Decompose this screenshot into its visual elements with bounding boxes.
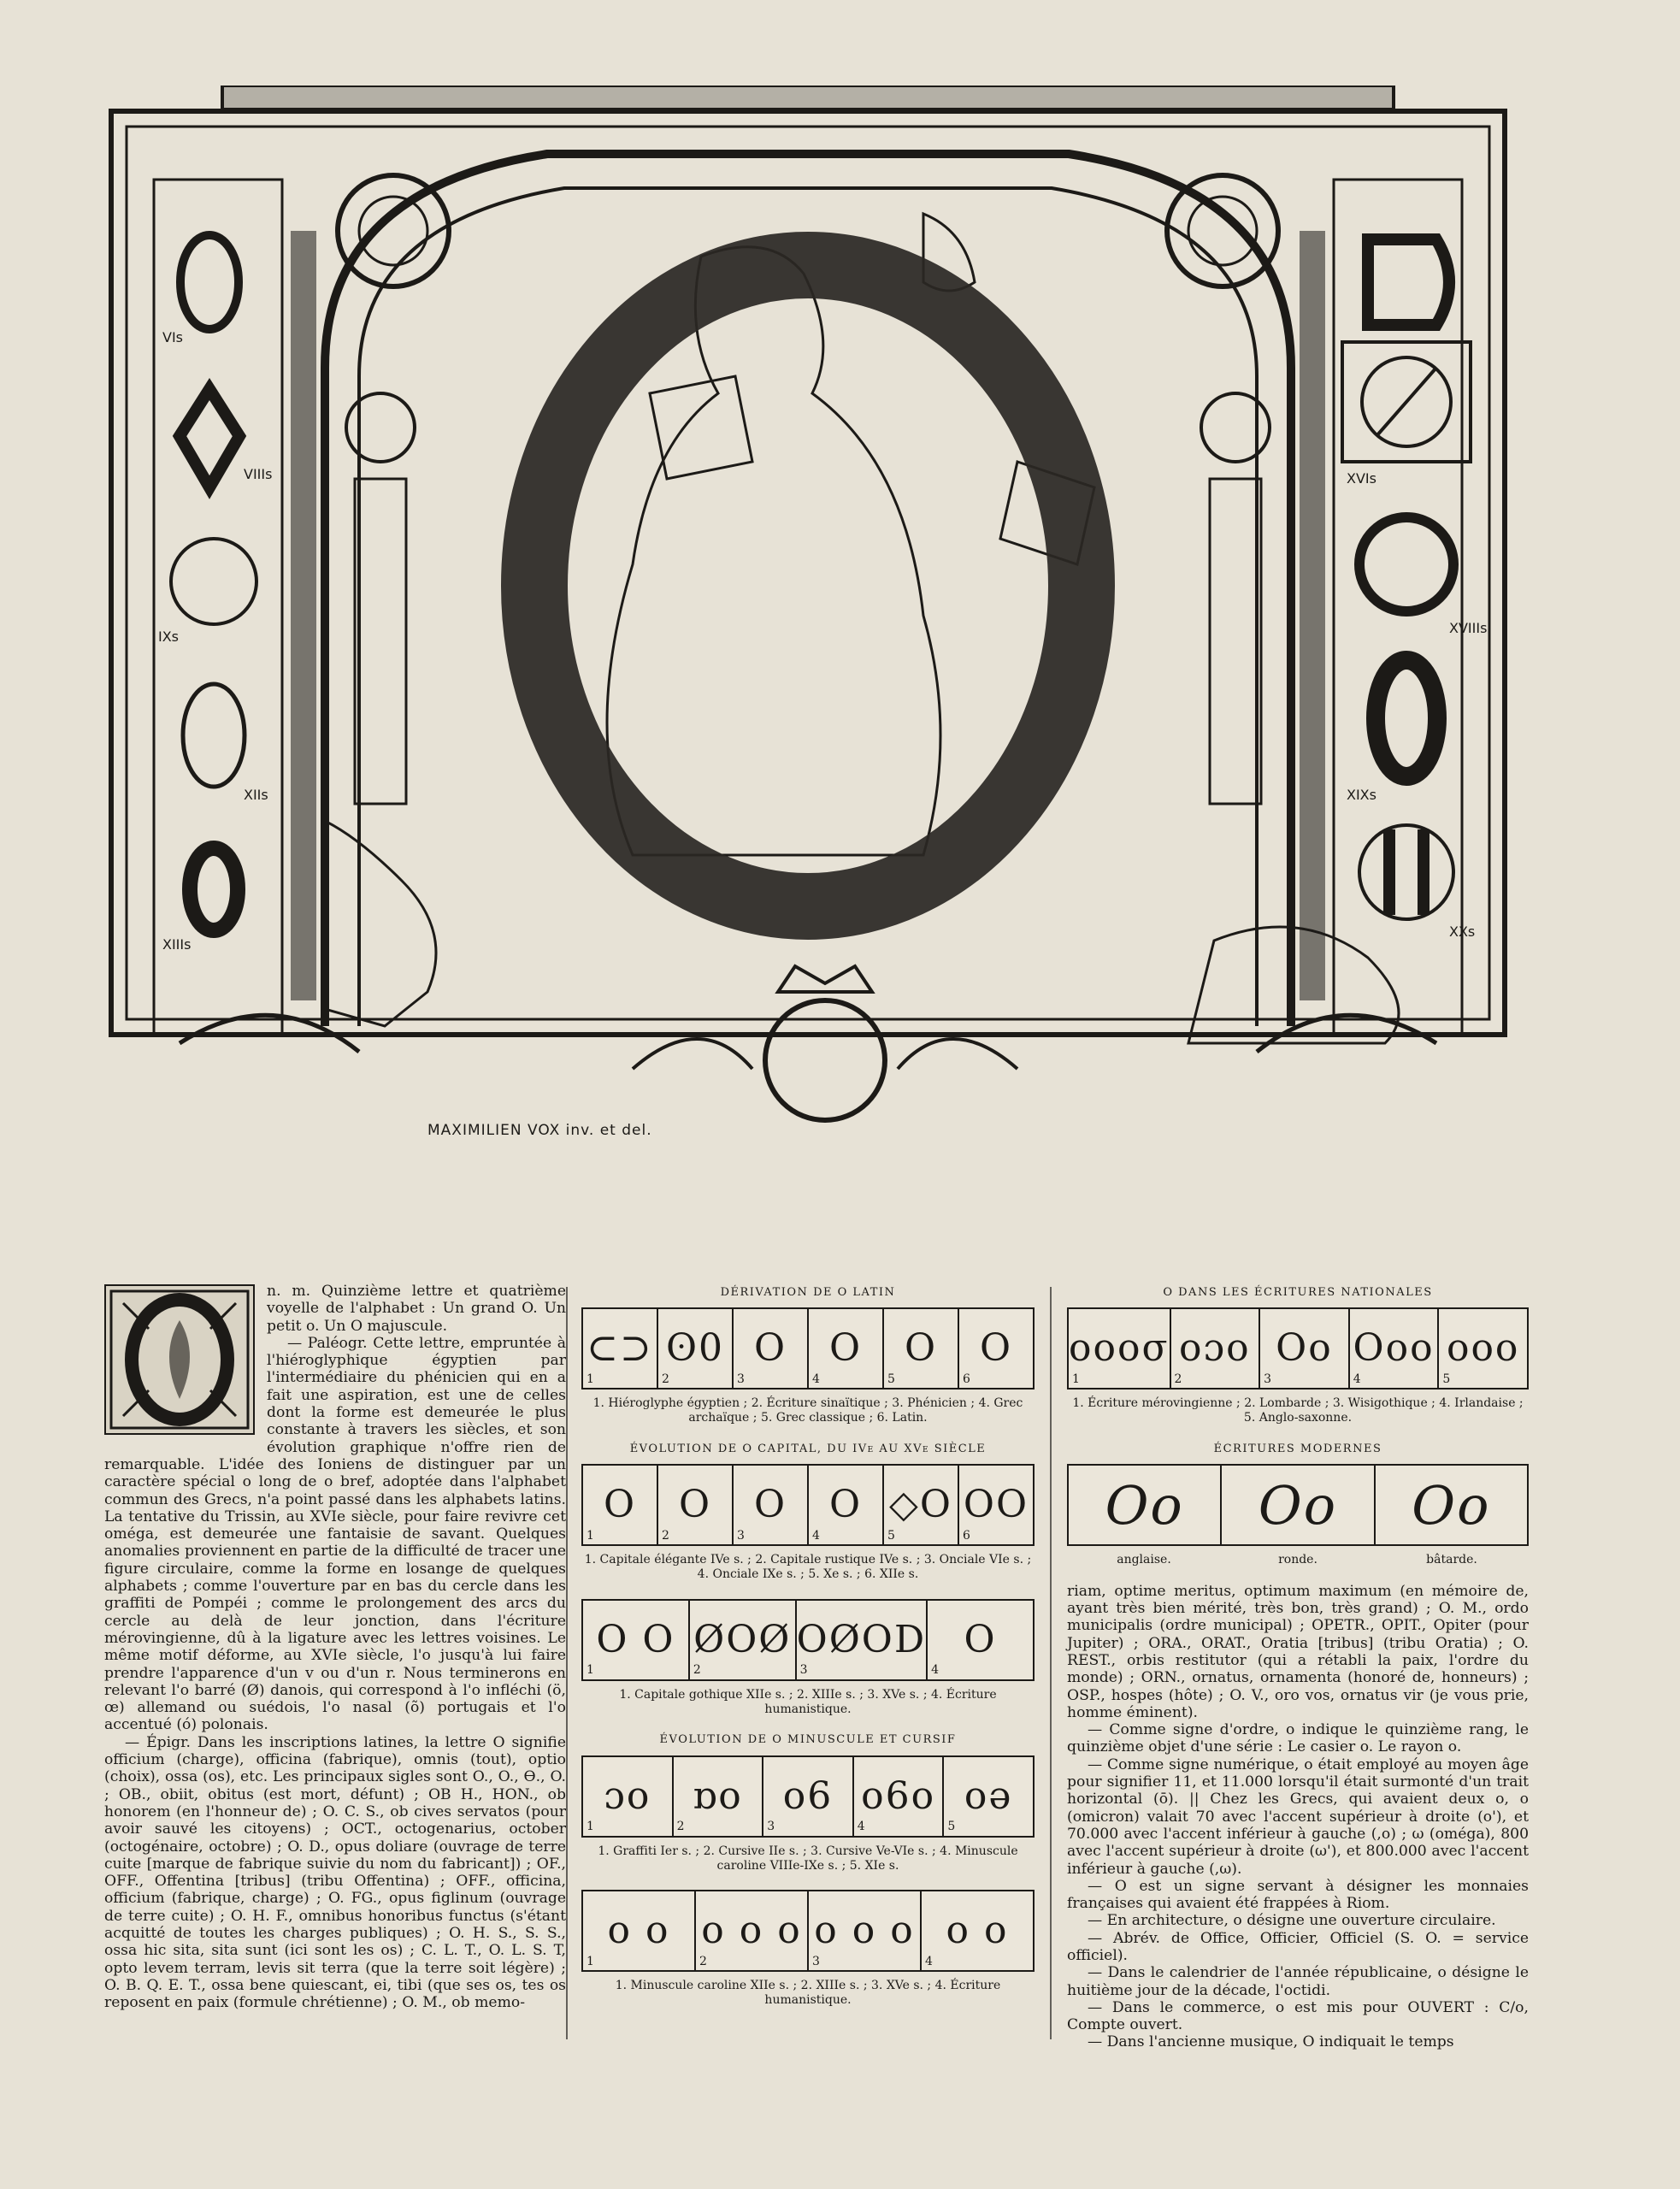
gothique-specimen <box>581 1599 1035 1681</box>
nationales-specimen <box>1067 1307 1529 1390</box>
century-label: XIIIs <box>162 936 192 953</box>
paragraph-commerce: — Dans le commerce, o est mis pour OUVERT : C/o, Compte ouvert. <box>1067 1998 1529 2034</box>
nationales-caption: 1. Écriture mérovingienne ; 2. Lombarde ; 3. Wisigothique ; 4. Irlandaise ; 5. Anglo-saxonne. <box>1072 1396 1524 1425</box>
dropcap-o <box>104 1284 255 1435</box>
paragraph-abreviation: — Abrév. de Office, Officier, Officiel (S. O. = service officiel). <box>1067 1929 1529 1964</box>
specimen-cell: ooo 5 <box>1442 1326 1520 1386</box>
specimen-cell: o o 4 <box>925 1909 1009 1968</box>
specimen-cell: o o o 3 <box>809 1891 922 1970</box>
specimen-cell: O 4 <box>809 1309 884 1388</box>
modernes-specimen <box>1067 1464 1529 1546</box>
century-label: VIs <box>162 329 183 345</box>
specimen-column <box>581 1283 1035 2025</box>
century-label: VIIIs <box>244 466 273 482</box>
specimen-cell: O 3 <box>734 1309 809 1388</box>
derivation-specimen <box>581 1307 1035 1390</box>
specimen-cell: o o o 2 <box>696 1891 809 1970</box>
specimen-cell: Ooo 4 <box>1350 1309 1440 1388</box>
specimen-cell: O 5 <box>884 1309 959 1388</box>
label-batarde: bâtarde. <box>1426 1553 1477 1567</box>
specimen-cell: O 2 <box>658 1466 734 1544</box>
century-label: XIIs <box>244 787 268 803</box>
specimen-cell: ɔo 1 <box>583 1757 674 1836</box>
paragraph-paleographie: — Paléogr. Cette lettre, empruntée à l'hiéroglyphique égyptien par l'intermédiaire du phénicien qui en a fait une aspiration, est une de celles dont la forme est demeurée le plus constante à travers les siècles, et son évolution graphique n'offre rien de remarquable. L'idée des Ioniens de distinguer par un caractère spécial o long de o bref, adoptée dans l'alphabet commun des Grecs, n'a point passé dans les alphabets latins. La tentative du Trissin, au XVIe siècle, pour faire revivre cet oméga, est demeurée une fantaisie de savant. Quelques anomalies proviennent en partie de la difficulté de tracer une figure circulaire, comme la forme en losange de quelques alphabets ; comme l'ouverture par en bas du cercle dans les graffiti de Pompéi ; comme le prolongement des arcs du cercle au delà de leur jonction, dans l'écriture mérovingienne, dû à la ligature avec les lettres voisines. Le même motif déforme, au XVIe siècle, l'o jusqu'à lui faire prendre l'apparence d'un v ou d'un r. Nous terminerons en relevant l'o barré (Ø) danois, qui correspond à l'o infléchi (ö, œ) allemand ou suédois, l'o nasal (õ) portugais et l'o accentué (ó) polonais. <box>104 1334 566 1734</box>
specimen-cell: ⊂⊃ 1 <box>583 1309 658 1388</box>
paragraph-calendrier: — Dans le calendrier de l'année républicaine, o désigne le huitième jour de la décade, l'octidi. <box>1067 1964 1529 1999</box>
column-3-text <box>1067 1583 1529 2051</box>
specimen-cell: ʘ0 2 <box>658 1309 734 1388</box>
caroline-caption: 1. Minuscule caroline XIIe s. ; 2. XIIIe s. ; 3. XVe s. ; 4. Écriture humanistique. <box>615 1979 1001 2008</box>
specimen-cell: ØOØ 2 <box>690 1601 797 1679</box>
column-divider <box>566 1287 568 2039</box>
century-label: IXs <box>158 628 180 645</box>
specimen-cell: o o 1 <box>583 1891 696 1970</box>
paragraph-musique: — Dans l'ancienne musique, O indiquait le temps <box>1088 2033 1454 2051</box>
specimen-cell: O 6 <box>963 1326 1013 1386</box>
caroline-specimen <box>581 1890 1035 1972</box>
article-intro: n. m. Quinzième lettre et quatrième voyelle de l'alphabet : Un grand O. Un petit o. Un O majuscule. <box>267 1283 566 1335</box>
paragraph-architecture: — En architecture, o désigne une ouverture circulaire. <box>1088 1912 1496 1930</box>
specimen-cell: OO 6 <box>963 1483 1029 1543</box>
specimen-cell: O 1 <box>583 1466 658 1544</box>
capital-caption: 1. Capitale élégante IVe s. ; 2. Capitale rustique IVe s. ; 3. Onciale VIe s. ; 4. Onciale IXe s. ; 5. Xe s. ; 6. XIIe s. <box>584 1553 1032 1582</box>
specimen-cell: O 4 <box>809 1466 884 1544</box>
capital-title: ÉVOLUTION DE O CAPITAL, DU IVe AU XVe SIÈCLE <box>629 1442 987 1455</box>
derivation-caption: 1. Hiéroglyphe égyptien ; 2. Écriture sinaïtique ; 3. Phénicien ; 4. Grec archaïque ; 5. Grec classique ; 6. Latin. <box>592 1396 1023 1425</box>
specimen-cell: O O 1 <box>583 1601 690 1679</box>
plate-illustration <box>103 86 1513 1146</box>
paragraph-numerique: — Comme signe numérique, o était employé au moyen âge pour signifier 11, et 11.000 lorsqu'il était surmonté d'un trait horizontal (ō). || Chez les Grecs, qui avaient deux o, o (omicron) valait 70 avec l'accent supérieur à droite (o'), et 70.000 avec l'accent inférieur à gauche (,o) ; ω (oméga), 800 avec l'accent supérieur à droite (ω'), et 800.000 avec l'accent inférieur à gauche (,ω). <box>1067 1755 1529 1878</box>
article-column-3 <box>1067 1283 1529 2051</box>
specimen-cell: o6o 4 <box>854 1757 945 1836</box>
ornamental-o-icon <box>106 1286 253 1433</box>
decorative-plate <box>103 86 1513 1146</box>
minuscule-specimen <box>581 1755 1035 1838</box>
specimen-cell: Oo <box>1069 1466 1222 1544</box>
capital-specimen <box>581 1464 1035 1546</box>
century-label: XXs <box>1449 923 1476 940</box>
article-column-1 <box>104 1283 566 2011</box>
specimen-cell: ɒo 2 <box>674 1757 764 1836</box>
paragraph-riom: — O est un signe servant à désigner les monnaies françaises qui avaient été frappées à Riom. <box>1067 1877 1529 1913</box>
specimen-cell: oɔo 2 <box>1171 1309 1261 1388</box>
specimen-cell: Oo <box>1412 1473 1491 1537</box>
minuscule-title: ÉVOLUTION DE O MINUSCULE ET CURSIF <box>659 1733 957 1747</box>
derivation-title: DÉRIVATION DE O LATIN <box>720 1286 896 1299</box>
century-label: XVIs <box>1347 470 1376 487</box>
minuscule-caption: 1. Graffiti Ier s. ; 2. Cursive IIe s. ; 3. Cursive Ve-VIe s. ; 4. Minuscule caroline VIIIe-IXe s. ; 5. XIe s. <box>598 1844 1018 1873</box>
specimen-cell: Oo <box>1222 1466 1375 1544</box>
specimen-cell: oooσ 1 <box>1069 1309 1171 1388</box>
label-anglaise: anglaise. <box>1117 1553 1171 1567</box>
century-label: XVIIIs <box>1449 620 1488 636</box>
century-label: XIXs <box>1347 787 1376 803</box>
specimen-cell: O 4 <box>931 1617 997 1678</box>
column-divider <box>1050 1287 1052 2039</box>
label-ronde: ronde. <box>1278 1553 1317 1567</box>
paragraph-epigraphie-cont: riam, optime meritus, optimum maximum (en mémoire de, ayant très bien mérité, très bon, très grand) ; O. M., ordo municipalis (ordre municipal) ; OPETR., OPIT., Opiter (pour Jupiter) ; ORA., ORAT., Oratia [tribus] (tribu Oratia) ; O. REST., orbis restitutor (qui a rétabli la paix, l'ordre du monde) ; ORN., ornatus, ornamenta (honoré de, honneurs) ; OSP., hospes (hôte) ; O. V., oro vos, ornatus vir (je vous prie, homme éminent). <box>1067 1582 1529 1721</box>
gothique-caption: 1. Capitale gothique XIIe s. ; 2. XIIIe s. ; 3. XVe s. ; 4. Écriture humanistique. <box>619 1687 997 1716</box>
artist-signature: MAXIMILIEN VOX inv. et del. <box>427 1122 652 1139</box>
specimen-cell: o6 3 <box>763 1757 854 1836</box>
modernes-title: ÉCRITURES MODERNES <box>1213 1442 1382 1455</box>
paragraph-epigraphie: — Épigr. Dans les inscriptions latines, la lettre O signifie officium (charge), officina (fabrique), omnis (tout), optio (choix), ossa (os), etc. Les principaux sigles sont O., O., Ɵ., O. ; OB., obiit, obitus (est mort, défunt) ; OB H., HON., ob honorem (en l'honneur de) ; O. C. S., ob cives servatos (pour avoir sauvé les citoyens) ; OCT., octogenarius, october (octogénaire, octobre) ; O. D., opus doliare (ouvrage de terre cuite [marque de fabrique suivie du nom du fabricant]) ; OF., OFF., Offentina [tribus] (tribu Offentina) ; OFF., officina, officium (fabrique, charge) ; O. FG., opus figlinum (ouvrage de terre cuite) ; O. H. F., omnibus honoribus functus (s'étant acquitté de toutes les charges publiques) ; O. H. S., S. S., ossa hic sita, sita sunt (ici sont les os) ; C. L. T., O. L. S. T, opto levem terram, levis sit terra (que la terre soit légère) ; O. B. Q. E. T., ossa bene quiescant, ei, tibi (que ses os, tes os reposent en paix (formule chrétienne) ; O. M., ob memo- <box>104 1733 566 2012</box>
paragraph-ordre: — Comme signe d'ordre, o indique le quinzième rang, le quinzième objet d'une série : Le casier o. Le rayon o. <box>1067 1721 1529 1756</box>
specimen-cell: ◇O 5 <box>884 1466 959 1544</box>
nationales-title: O DANS LES ÉCRITURES NATIONALES <box>1163 1286 1433 1299</box>
specimen-cell: Oo 3 <box>1260 1309 1350 1388</box>
specimen-cell: O 3 <box>734 1466 809 1544</box>
specimen-cell: OØOD 3 <box>797 1601 928 1679</box>
modernes-labels <box>1067 1553 1529 1567</box>
specimen-cell: oə 5 <box>947 1773 1013 1834</box>
